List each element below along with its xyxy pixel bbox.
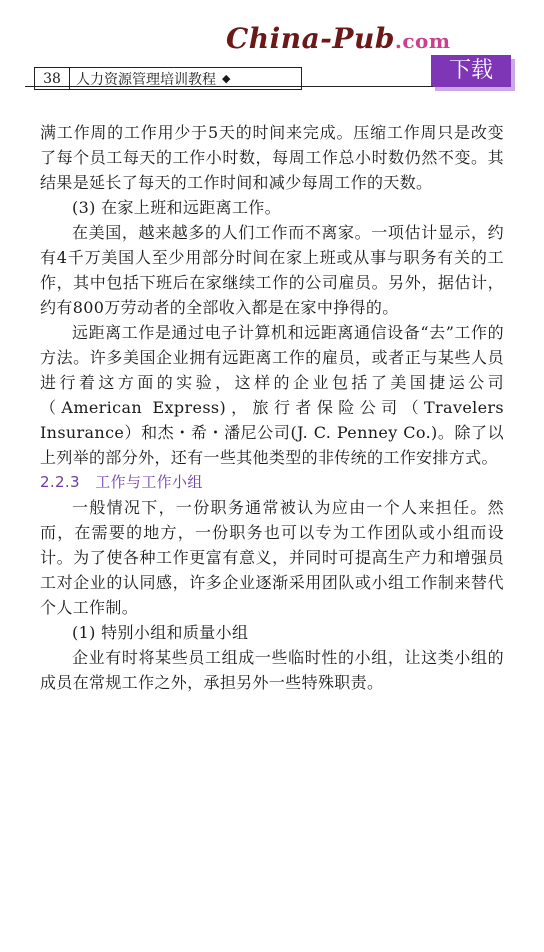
section-heading: 2.2.3 工作与工作小组 (40, 473, 203, 491)
paragraph-telecommuting: 远距离工作是通过电子计算机和远距离通信设备“去”工作的方法。许多美国企业拥有远距离工作的雇员，或者正与某些人员进行着这方面的实验，这样的企业包括了美国捷运公司（American Express)，旅行者保险公司（Travelers Insurance）和杰・希・潘尼公司(J. C. Penney Co.)。除了以上列举的部分外，还有一些其他类型的非传统的工作安排方式。 (40, 323, 504, 467)
running-header (34, 67, 302, 90)
paragraph-continuation: 满工作周的工作用少于5天的时间来完成。压缩工作周只是改变了每个员工每天的工作小时数，每周工作总小时数仍然不变。其结果是延长了每天的工作时间和减少每周工作的天数。 (40, 123, 504, 192)
paragraph-home-work: 在美国，越来越多的人们工作而不离家。一项估计显示，约有4千万美国人至少用部分时间在家上班或从事与职务有关的工作，其中包括下班后在家继续工作的公司雇员。另外，据估计，约有800万劳动者的全部收入都是在家中挣得的。 (40, 223, 504, 317)
diamond-icon: ◆ (222, 72, 231, 85)
brand-suffix: .com (394, 29, 451, 53)
paragraph-teams: 一般情况下，一份职务通常被认为应由一个人来担任。然而，在需要的地方，一份职务也可以专为工作团队或小组而设计。为了使各种工作更富有意义，并同时可提高生产力和增强员工对企业的认同感，许多企业逐渐采用团队或小组工作制来替代个人工作制。 (40, 498, 504, 617)
page-number: 38 (35, 68, 70, 89)
paragraph-temporary-teams: 企业有时将某些员工组成一些临时性的小组，让这类小组的成员在常规工作之外，承担另外一些特殊职责。 (40, 648, 504, 692)
subheading-special-teams: (1) 特别小组和质量小组 (72, 623, 249, 642)
page-body (40, 120, 504, 695)
download-button[interactable]: 下载 (431, 55, 511, 87)
subheading-work-from-home: (3) 在家上班和远距离工作。 (72, 198, 282, 217)
book-title: 人力资源管理培训教程 (76, 71, 216, 88)
brand-name: China-Pub (226, 22, 395, 55)
china-pub-logo (226, 22, 451, 55)
